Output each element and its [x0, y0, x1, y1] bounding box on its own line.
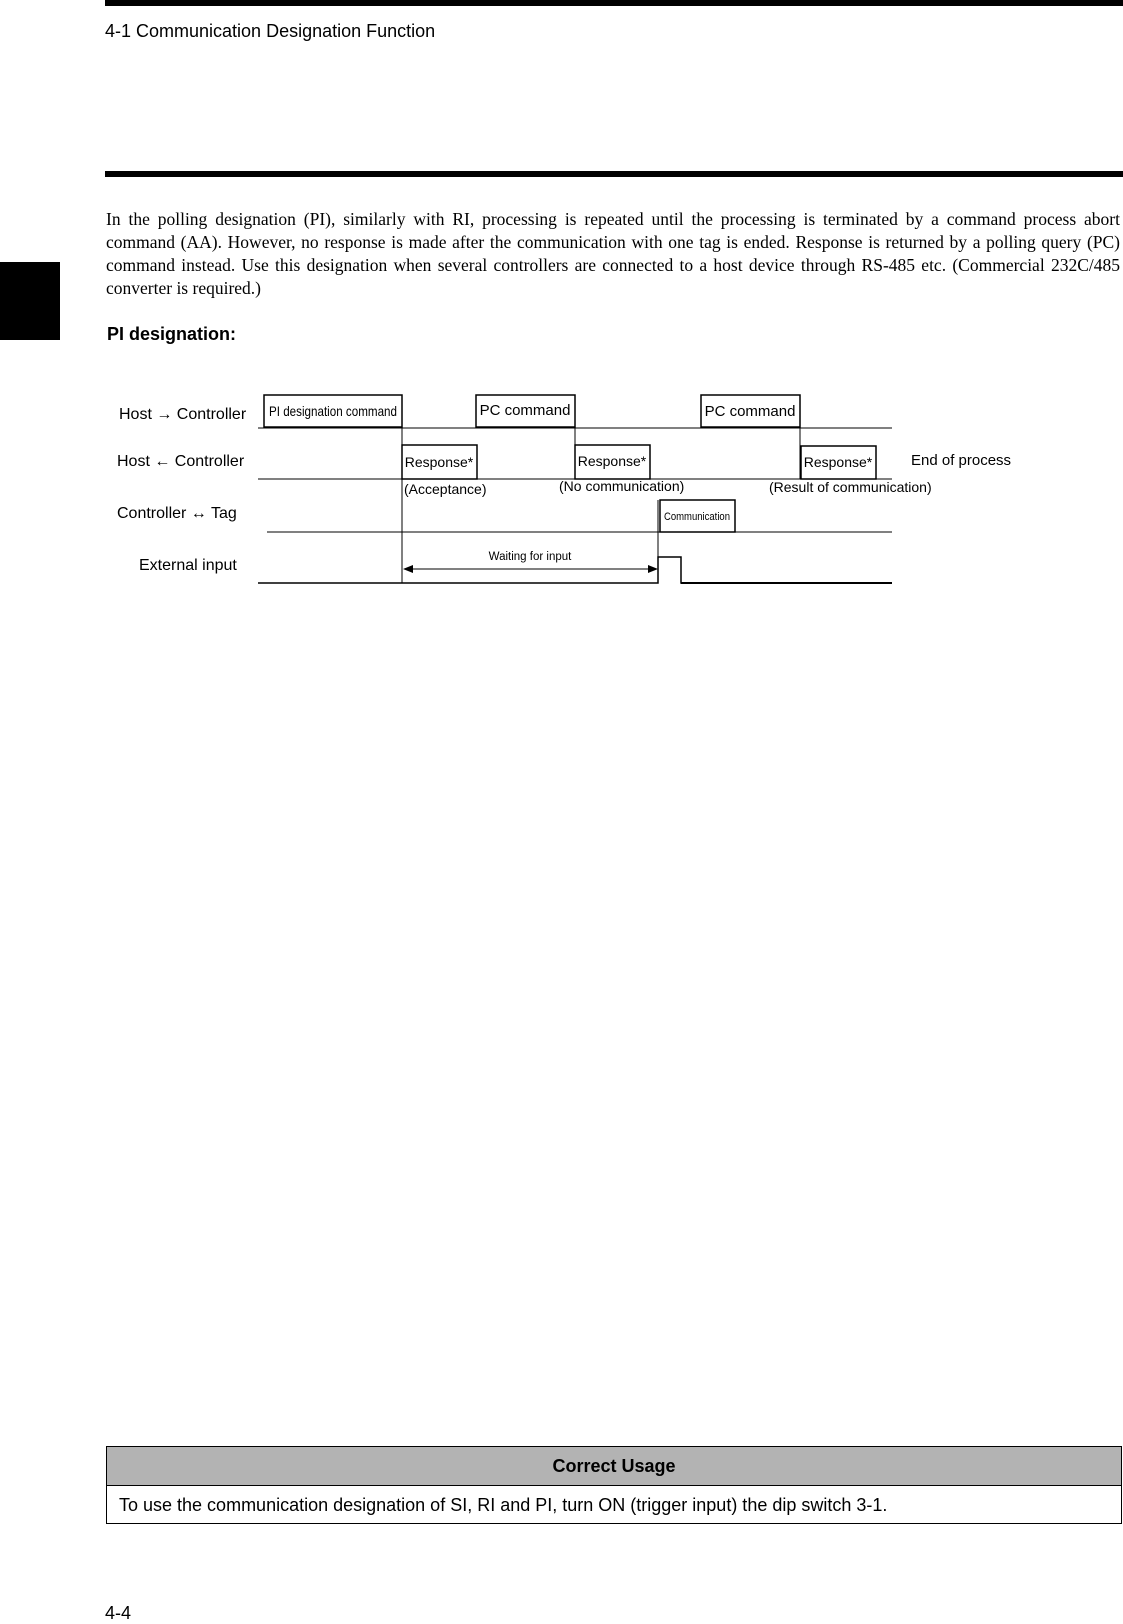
- page-number: 4-4: [105, 1603, 132, 1623]
- waiting-arrowhead-left: [403, 565, 413, 573]
- correct-usage-box: [106, 1446, 1122, 1524]
- pi-timing-diagram: [0, 380, 1123, 600]
- top-rule: [105, 0, 1123, 6]
- waiting-for-input-label: Waiting for input: [488, 551, 572, 563]
- section-rule: [105, 171, 1123, 177]
- chapter-tab: [0, 262, 60, 340]
- pc-command-label-2: PC command: [704, 403, 796, 420]
- note-result-of-communication: (Result of communication): [769, 479, 932, 495]
- response-label-2: Response*: [577, 453, 647, 469]
- waiting-arrowhead-right: [648, 565, 658, 573]
- pc-command-label-1: PC command: [479, 402, 571, 419]
- correct-usage-text: To use the communication designation of SI, RI and PI, turn ON (trigger input) the dip switch 3-1.: [119, 1495, 888, 1515]
- note-no-communication: (No communication): [559, 478, 685, 494]
- pi-designation-command-label: PI designation command: [269, 403, 397, 419]
- row-label-host-from-controller: Host ← Controller: [117, 453, 245, 470]
- note-end-of-process: End of process: [911, 452, 1012, 469]
- row-label-controller-tag: Controller ↔ Tag: [117, 505, 237, 522]
- body-paragraph: In the polling designation (PI), similarly with RI, processing is repeated until the processing is terminated by a command process abort command (AA). However, no response is made after the communication with one tag is ended. Response is returned by a polling query (PC) command instead. Use this designation when several controllers are connected to a host device through RS-485 etc. (Commercial 232C/485 converter is required.): [106, 209, 1120, 298]
- communication-label: Communication: [664, 511, 730, 523]
- note-acceptance: (Acceptance): [404, 481, 487, 497]
- section-subheading: PI designation:: [107, 324, 237, 344]
- external-input-signal: [258, 557, 682, 583]
- row-label-host-to-controller: Host → Controller: [119, 406, 247, 423]
- response-label-3: Response*: [803, 454, 873, 470]
- response-label-1: Response*: [404, 454, 474, 470]
- correct-usage-heading: Correct Usage: [107, 1447, 1121, 1486]
- row-label-external-input: External input: [139, 557, 237, 574]
- running-header: 4-1 Communication Designation Function: [105, 21, 436, 41]
